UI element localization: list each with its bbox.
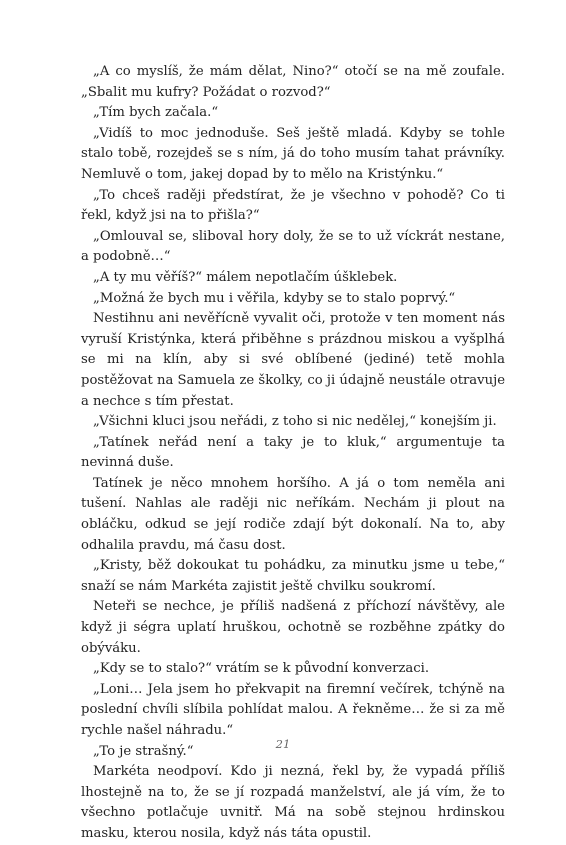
paragraph: Tatínek je něco mnohem horšího. A já o tom neměla ani tušení. Nahlas ale raději nic neříkám. Nechám ji plout na obláčku, odkud se její rodiče zdají být dokonalí. Na to, aby odhalila pravdu, má času dost. <box>81 475 505 553</box>
paragraph: „Tatínek neřád není a taky je to kluk,“ argumentuje ta nevinná duše. <box>81 434 505 471</box>
paragraph: „Možná že bych mu i věřila, kdyby se to stalo poprvý.“ <box>93 290 456 306</box>
paragraph: „Všichni kluci jsou neřádi, z toho si nic nedělej,“ konejším ji. <box>93 414 497 430</box>
paragraph: „Kdy se to stalo?“ vrátím se k původní konverzaci. <box>93 661 430 677</box>
page-number: 21 <box>275 737 291 751</box>
paragraph: „Tím bych začala.“ <box>93 105 219 121</box>
paragraph: „To je strašný.“ <box>93 743 194 759</box>
paragraph: Markéta neodpoví. Kdo ji nezná, řekl by, že vypadá příliš lhostejně na to, že se jí rozpadá manželství, ale já vím, že to všechno potlačuje uvnitř. Má na sobě stejnou hrdinskou masku, kterou nosila, když nás táta opustil. <box>81 764 505 841</box>
paragraph: „Kristy, běž dokoukat tu pohádku, za minutku jsme u tebe,“ snaží se nám Markéta zajistit ještě chvilku soukromí. <box>81 558 505 594</box>
paragraph: „A co myslíš, že mám dělat, Nino?“ otočí se na mě zoufale. „Sbalit mu kufry? Požádat o rozvod?“ <box>81 64 505 100</box>
paragraph: „Loni… Jela jsem ho překvapit na firemní večírek, tchýně na poslední chvíli slíbila pohlídat malou. A řekněme… že si za mě rychle našel náhradu.“ <box>81 681 505 738</box>
paragraph: Neteři se nechce, je příliš nadšená z příchozí návštěvy, ale když ji ségra uplatí hruškou, ochotně se rozběhne zpátky do obýváku. <box>81 599 505 656</box>
paragraph: „Omlouval se, sliboval hory doly, že se to už víckrát nestane, a podobně…“ <box>81 228 505 265</box>
paragraph: „A ty mu věříš?“ málem nepotlačím úšklebek. <box>93 269 398 285</box>
paragraph: „Vidíš to moc jednoduše. Seš ještě mladá. Kdyby se tohle stalo tobě, rozejdeš se s ním, já do toho musím tahat právníky. Nemluvě o tom, jakej dopad by to mělo na Kristýnku.“ <box>81 125 505 182</box>
paragraph: Nestihnu ani nevěřícně vyvalit oči, protože v ten moment nás vyruší Kristýnka, která přiběhne s prázdnou miskou a vyšplhá se mi na klín, aby si své oblíbené (jediné) tetě mohla postěžovat na Samuela ze školky, co ji údajně neustále otravuje a nechce s tím přestat. <box>81 311 505 409</box>
body-text <box>81 62 505 845</box>
paragraph: „To chceš raději předstírat, že je všechno v pohodě? Co ti řekl, když jsi na to přišla?“ <box>81 187 505 224</box>
